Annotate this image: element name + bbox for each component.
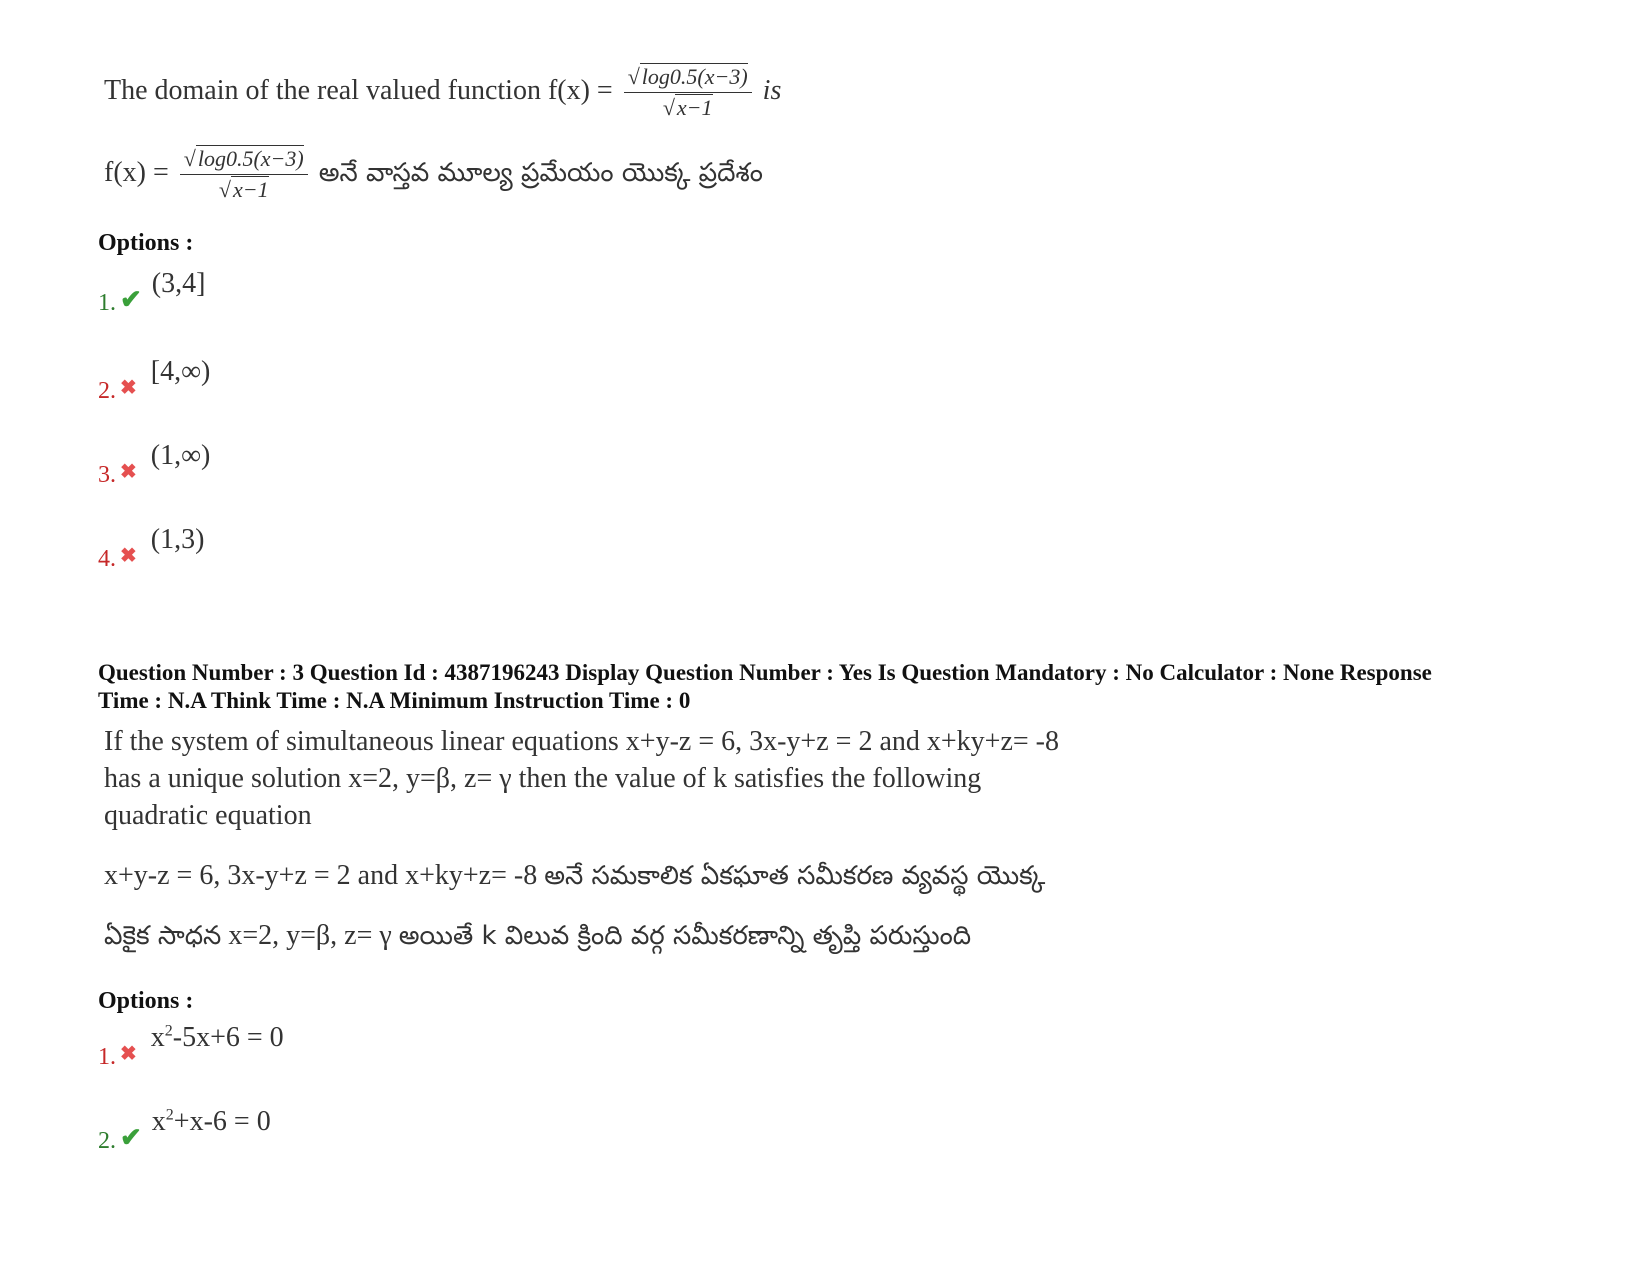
- q3-telugu-text-2c: అయితే k విలువ క్రింది వర్గ సమీకరణాన్ని తృప్తి పరుస్తుంది: [398, 921, 972, 951]
- option-number: 1.: [98, 290, 116, 316]
- q2-fraction-denominator: x−1: [676, 95, 713, 120]
- q3-option-1: [98, 1022, 284, 1070]
- q2-fraction-te: [180, 146, 308, 203]
- q2-fraction-numerator: log0.5(x−3): [641, 64, 748, 89]
- option-value: (1,3): [150, 524, 205, 555]
- q2-english-prefix: The domain of the real valued function f(x) =: [104, 74, 613, 106]
- cross-icon: ✖: [120, 377, 137, 399]
- q2-option-4: [98, 524, 205, 572]
- q3-telugu-equations: x+y-z = 6, 3x-y+z = 2 and x+ky+z= -8: [104, 860, 538, 891]
- cross-icon: ✖: [120, 1043, 137, 1065]
- cross-icon: ✖: [120, 461, 137, 483]
- option-value-base: x: [151, 1106, 166, 1137]
- q3-telugu-text-2a: ఏకైక సాధన: [104, 921, 222, 951]
- sqrt-icon: √: [218, 177, 231, 202]
- q2-options-label: Options :: [98, 230, 194, 256]
- q3-telugu-text-1: అనే సమకాలిక ఏకఘాత సమీకరణ వ్యవస్థ యొక్క: [544, 861, 1046, 891]
- sqrt-icon: √: [183, 146, 196, 171]
- sqrt-icon: √: [662, 95, 675, 120]
- option-value: (3,4]: [151, 268, 206, 299]
- q3-meta-line-1: Question Number : 3 Question Id : 4387196243 Display Question Number : Yes Is Question Mandatory : No Calculator : None Response: [98, 660, 1432, 685]
- option-value-exponent: 2: [165, 1106, 174, 1124]
- q2-english-suffix: is: [762, 74, 782, 106]
- option-value-exponent: 2: [164, 1022, 173, 1040]
- q2-option-1: [98, 268, 206, 316]
- check-icon: ✔: [120, 285, 142, 314]
- option-value: [151, 1022, 284, 1053]
- q2-telugu-text: [104, 146, 763, 203]
- option-value: [4,∞): [150, 356, 211, 387]
- cross-icon: ✖: [120, 545, 137, 567]
- option-number: 2.: [98, 1128, 116, 1154]
- q2-telugu-suffix: అనే వాస్తవ మూల్య ప్రమేయం యొక్క ప్రదేశం: [318, 157, 763, 188]
- option-number: 4.: [98, 546, 116, 572]
- option-value-base: x: [150, 1022, 165, 1053]
- q2-telugu-prefix: f(x) =: [104, 156, 169, 188]
- q3-english-line-1: If the system of simultaneous linear equations x+y-z = 6, 3x-y+z = 2 and x+ky+z= -8: [104, 726, 1059, 757]
- sqrt-icon: √: [627, 64, 640, 89]
- q3-meta-line-2: Time : N.A Think Time : N.A Minimum Instruction Time : 0: [98, 688, 691, 713]
- q3-telugu-solution: x=2, y=β, z= γ: [228, 920, 392, 951]
- q2-fraction: [624, 64, 752, 121]
- q3-telugu-line-1: [104, 860, 1045, 897]
- option-value: [152, 1106, 271, 1137]
- q3-option-2: [98, 1106, 271, 1154]
- option-number: 2.: [98, 378, 116, 404]
- q2-fraction-numerator-te: log0.5(x−3): [197, 146, 304, 171]
- check-icon: ✔: [120, 1123, 142, 1152]
- q3-english-line-3: quadratic equation: [104, 800, 312, 831]
- q3-telugu-line-2: [104, 920, 971, 957]
- option-number: 1.: [98, 1044, 116, 1070]
- q2-english-text: [104, 64, 781, 121]
- option-value: (1,∞): [150, 440, 211, 471]
- q3-english-line-2: has a unique solution x=2, y=β, z= γ then the value of k satisfies the following: [104, 763, 982, 794]
- option-value-rest: +x-6 = 0: [173, 1106, 271, 1137]
- option-value-rest: -5x+6 = 0: [172, 1022, 284, 1053]
- q3-options-label: Options :: [98, 988, 194, 1014]
- option-number: 3.: [98, 462, 116, 488]
- q2-option-3: [98, 440, 211, 488]
- q2-option-2: [98, 356, 211, 404]
- q2-fraction-denominator-te: x−1: [232, 177, 269, 202]
